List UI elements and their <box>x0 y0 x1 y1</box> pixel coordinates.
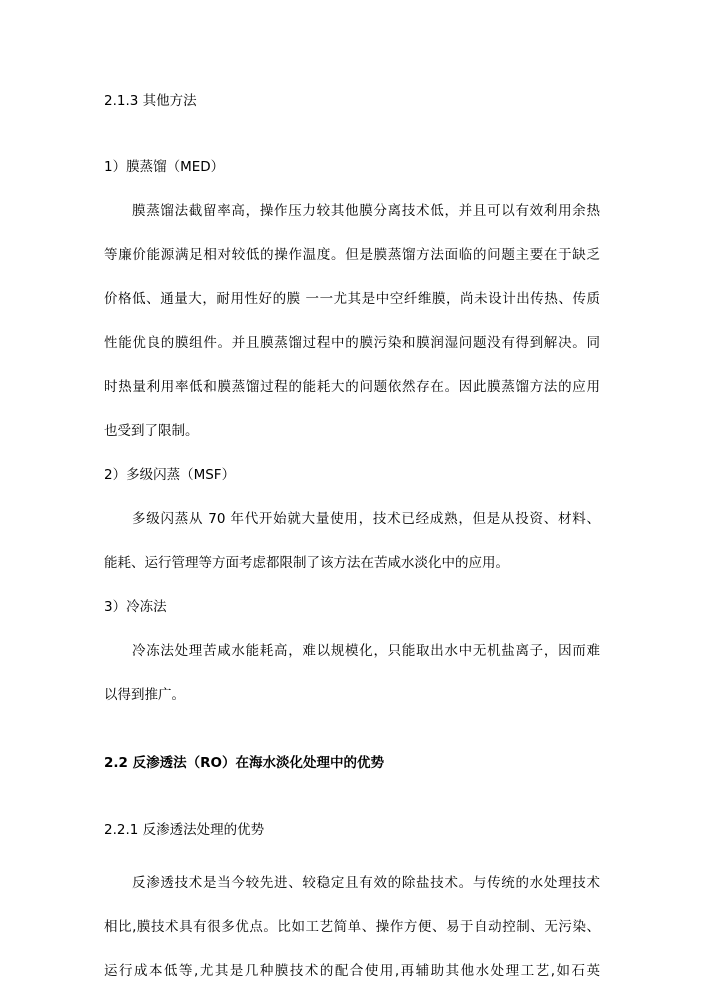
subheading-med: 1）膜蒸馏（MED） <box>104 159 225 175</box>
paragraph-line: 反渗透技术是当今较先进、较稳定且有效的除盐技术。与传统的水处理技术 <box>132 875 600 891</box>
section-heading-2-2-1: 2.2.1 反渗透法处理的优势 <box>104 822 265 838</box>
section-heading-2-1-3: 2.1.3 其他方法 <box>104 93 197 109</box>
subheading-msf: 2）多级闪蒸（MSF） <box>104 467 236 483</box>
subheading-freeze: 3）冷冻法 <box>104 599 167 615</box>
paragraph-line: 多级闪蒸从 70 年代开始就大量使用，技术已经成熟，但是从投资、材料、 <box>132 511 600 527</box>
paragraph-line: 时热量利用率低和膜蒸馏过程的能耗大的问题依然存在。因此膜蒸馏方法的应用 <box>104 379 600 395</box>
paragraph-line: 能耗、运行管理等方面考虑都限制了该方法在苦咸水淡化中的应用。 <box>104 555 509 571</box>
paragraph-line: 也受到了限制。 <box>104 423 199 439</box>
paragraph-line: 膜蒸馏法截留率高，操作压力较其他膜分离技术低，并且可以有效利用余热 <box>132 203 600 219</box>
paragraph-line: 等廉价能源满足相对较低的操作温度。但是膜蒸馏方法面临的问题主要在于缺乏 <box>104 247 600 263</box>
paragraph-line: 冷冻法处理苦咸水能耗高，难以规模化，只能取出水中无机盐离子，因而难 <box>132 643 600 659</box>
paragraph-line: 性能优良的膜组件。并且膜蒸馏过程中的膜污染和膜润湿问题没有得到解决。同 <box>104 335 600 351</box>
paragraph-line: 以得到推广。 <box>104 687 185 703</box>
section-heading-2-2: 2.2 反渗透法（RO）在海水淡化处理中的优势 <box>104 755 384 771</box>
paragraph-line: 相比,膜技术具有很多优点。比如工艺简单、操作方便、易于自动控制、无污染、 <box>104 919 600 935</box>
paragraph-line: 运行成本低等,尤其是几种膜技术的配合使用,再辅助其他水处理工艺,如石英 <box>104 963 600 979</box>
paragraph-line: 价格低、通量大，耐用性好的膜 一一尤其是中空纤维膜，尚未设计出传热、传质 <box>104 291 600 307</box>
